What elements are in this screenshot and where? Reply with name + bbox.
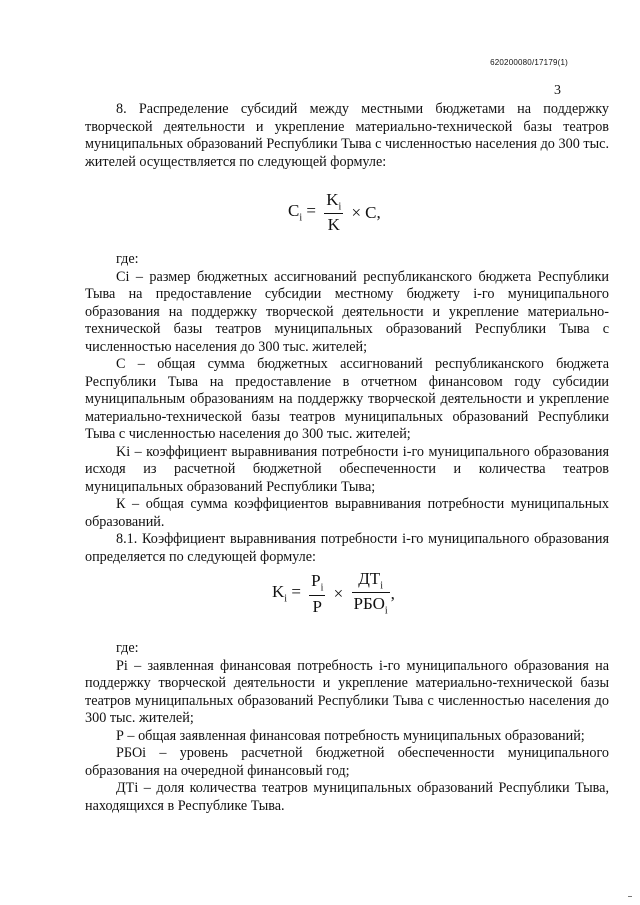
formula-ci-rhs: C, [365,202,381,222]
definition-ki: Ki – коэффициент выравнивания потребности i-го муниципального образования исходя из расчетной бюджетной обеспеченности и количества театров муниципальных образований Республики Тыва; [85,443,609,495]
definition-p: Р – общая заявленная финансовая потребность муниципальных образований; [116,727,585,744]
formula-ki-fraction-2: $\frac{ДТ_i}{РБО_i}$ [353,569,388,617]
definitions-block-2 [85,640,609,815]
formula-ci-fraction: $\frac{K_i}{K}$ [326,190,342,235]
page-number: 3 [554,83,561,98]
formula-ci: $C_i$ = $\frac{K_i}{K}$ × C, [288,191,385,233]
scan-mark [628,896,632,897]
formula-ki-times: × [333,583,344,603]
definitions-block-1 [85,251,609,566]
definition-pi: Pi – заявленная финансовая потребность i-го муниципального образования на поддержку творческой деятельности и укрепление материально-технической базы театров муниципальных образований Республики Тыва с численностью населения до 300 тыс. жителей; [85,657,609,726]
formula-ci-times: × [351,202,362,222]
formula-ki-comma: , [390,583,395,603]
formula-ki-fraction-1: $\frac{P_i}{P}$ [311,571,324,616]
paragraph-8-1: 8.1. Коэффициент выравнивания потребности i-го муниципального образования определяется по следующей формуле: [85,531,609,565]
definition-dt: ДТi – доля количества театров муниципальных образований Республики Тыва, находящихся в Республике Тыва. [85,780,609,814]
definition-k: К – общая сумма коэффициентов выравнивания потребности муниципальных образований. [85,496,609,530]
paragraph-8-block [85,101,609,171]
definition-c: С – общая сумма бюджетных ассигнований республиканского бюджета Республики Тыва на предоставление в отчетном финансовом году субсидии муниципальным образованиям на поддержку творческой деятельности и укрепление материально-технической базы театров муниципальных образований Республики Тыва с численностью населения до 300 тыс. жителей; [85,356,609,442]
document-id: 620200080/17179(1) [490,58,568,67]
formula-ki: $K_i$ = $\frac{P_i}{P}$ × $\frac{ДТ_i}{РБО_i}$ , [272,570,399,617]
definition-ci: Ci – размер бюджетных ассигнований республиканского бюджета Республики Тыва на предоставление субсидии местному бюджету i-го муниципального образования на поддержку творческой деятельности и укрепление материально-технической базы театров муниципальных образований Республики Тыва с численностью населения до 300 тыс. жителей; [85,268,609,355]
where-label-1: где: [116,251,139,267]
paragraph-8: 8. Распределение субсидий между местными бюджетами на поддержку творческой деятельности и укрепление материально-технической базы театров муниципальных образований Республики Тыва с численностью населения до 300 тыс. жителей осуществляется по следующей формуле: [85,101,609,170]
formula-ci-lhs: C [288,200,300,220]
formula-ki-lhs: K [272,581,285,601]
definition-rbo: РБОi – уровень расчетной бюджетной обеспеченности муниципального образования на очередной финансовый год; [85,745,609,779]
where-label-2: где: [116,640,139,656]
